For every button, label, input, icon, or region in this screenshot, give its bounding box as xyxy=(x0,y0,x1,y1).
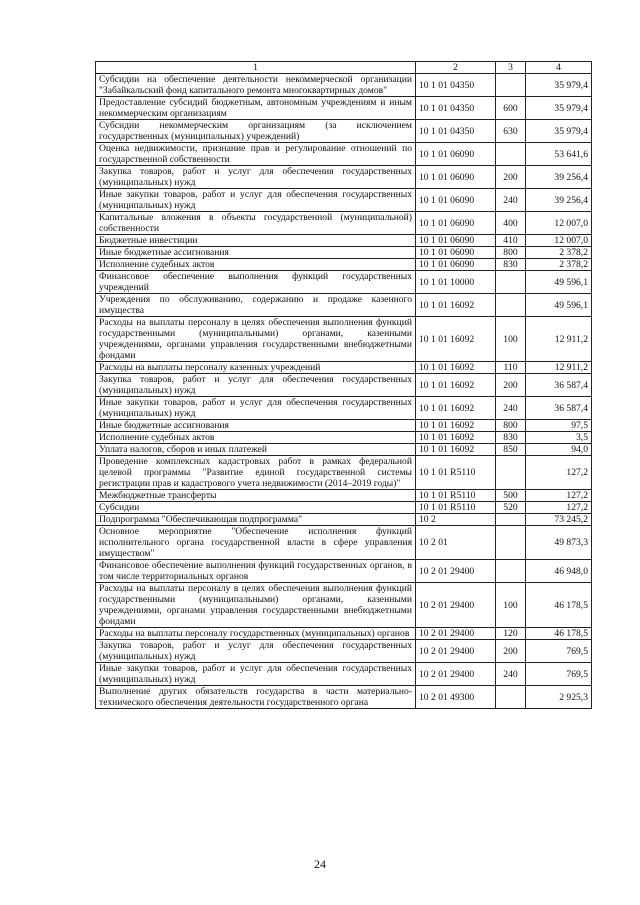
row-name-cell: Финансовое обеспечение выполнения функций государственных учреждений xyxy=(96,271,416,294)
row-name-cell: Бюджетные инвестиции xyxy=(96,235,416,247)
row-code-cell: 10 1 01 04350 xyxy=(416,74,496,97)
row-sum-cell: 769,5 xyxy=(526,663,592,686)
row-sum-cell: 127,2 xyxy=(526,490,592,502)
row-type-cell: 800 xyxy=(496,420,526,432)
table-row xyxy=(96,374,592,397)
table-row xyxy=(96,362,592,374)
row-name-cell: Субсидии некоммерческим организациям (за исключением государственных (муниципальных) учреждений) xyxy=(96,120,416,143)
column-header-4: 4 xyxy=(526,62,592,74)
row-code-cell: 10 1 01 16092 xyxy=(416,397,496,420)
row-sum-cell: 49 596,1 xyxy=(526,294,592,317)
table-row xyxy=(96,212,592,235)
row-code-cell: 10 1 01 16092 xyxy=(416,420,496,432)
row-sum-cell: 2 925,3 xyxy=(526,686,592,709)
row-type-cell: 240 xyxy=(496,663,526,686)
row-type-cell xyxy=(496,143,526,166)
table-row xyxy=(96,189,592,212)
row-sum-cell: 49 873,3 xyxy=(526,526,592,560)
row-sum-cell: 53 641,6 xyxy=(526,143,592,166)
row-type-cell: 100 xyxy=(496,583,526,628)
row-type-cell: 410 xyxy=(496,235,526,247)
row-type-cell: 630 xyxy=(496,120,526,143)
budget-table xyxy=(95,61,592,709)
row-sum-cell: 127,2 xyxy=(526,502,592,514)
row-type-cell: 240 xyxy=(496,189,526,212)
table-row xyxy=(96,560,592,583)
column-header-1: 1 xyxy=(96,62,416,74)
row-sum-cell: 2 378,2 xyxy=(526,247,592,259)
row-type-cell xyxy=(496,294,526,317)
row-name-cell: Финансовое обеспечение выполнения функций государственных органов, в том числе территориальных органов xyxy=(96,560,416,583)
row-sum-cell: 36 587,4 xyxy=(526,397,592,420)
row-sum-cell: 12 007,0 xyxy=(526,212,592,235)
row-type-cell: 200 xyxy=(496,374,526,397)
table-row xyxy=(96,317,592,362)
row-name-cell: Подпрограмма "Обеспечивающая подпрограмма" xyxy=(96,514,416,526)
row-name-cell: Субсидии xyxy=(96,502,416,514)
row-sum-cell: 94,0 xyxy=(526,444,592,456)
row-code-cell: 10 1 01 04350 xyxy=(416,120,496,143)
row-type-cell: 200 xyxy=(496,166,526,189)
row-type-cell: 800 xyxy=(496,247,526,259)
row-sum-cell: 73 245,2 xyxy=(526,514,592,526)
row-name-cell: Расходы на выплаты персоналу казенных учреждений xyxy=(96,362,416,374)
table-row xyxy=(96,294,592,317)
row-sum-cell: 46 948,0 xyxy=(526,560,592,583)
row-type-cell: 240 xyxy=(496,397,526,420)
table-row xyxy=(96,502,592,514)
table-row xyxy=(96,628,592,640)
row-type-cell xyxy=(496,514,526,526)
row-code-cell: 10 2 01 29400 xyxy=(416,663,496,686)
table-row xyxy=(96,432,592,444)
row-type-cell: 830 xyxy=(496,432,526,444)
row-name-cell: Иные закупки товаров, работ и услуг для обеспечения государственных (муниципальных) нужд xyxy=(96,663,416,686)
column-header-3: 3 xyxy=(496,62,526,74)
table-body xyxy=(96,74,592,709)
table-row xyxy=(96,420,592,432)
row-name-cell: Закупка товаров, работ и услуг для обеспечения государственных (муниципальных) нужд xyxy=(96,374,416,397)
row-code-cell: 10 2 01 29400 xyxy=(416,583,496,628)
row-code-cell: 10 1 01 R5110 xyxy=(416,456,496,490)
row-sum-cell: 35 979,4 xyxy=(526,120,592,143)
row-sum-cell: 2 378,2 xyxy=(526,259,592,271)
row-code-cell: 10 2 01 29400 xyxy=(416,628,496,640)
row-name-cell: Капитальные вложения в объекты государственной (муниципальной) собственности xyxy=(96,212,416,235)
row-code-cell: 10 2 01 xyxy=(416,526,496,560)
row-code-cell: 10 1 01 R5110 xyxy=(416,502,496,514)
row-type-cell xyxy=(496,560,526,583)
table-row xyxy=(96,120,592,143)
row-code-cell: 10 1 01 06090 xyxy=(416,235,496,247)
table-row xyxy=(96,97,592,120)
row-name-cell: Выполнение других обязательств государства в части материально-технического обеспечения деятельности государственного органа xyxy=(96,686,416,709)
row-code-cell: 10 2 01 29400 xyxy=(416,560,496,583)
row-code-cell: 10 1 01 R5110 xyxy=(416,490,496,502)
row-sum-cell: 97,5 xyxy=(526,420,592,432)
table-row xyxy=(96,526,592,560)
table-row xyxy=(96,583,592,628)
row-sum-cell: 35 979,4 xyxy=(526,97,592,120)
row-type-cell xyxy=(496,74,526,97)
table-row xyxy=(96,271,592,294)
row-code-cell: 10 1 01 16092 xyxy=(416,374,496,397)
row-name-cell: Проведение комплексных кадастровых работ в рамках федеральной целевой программы "Развитие единой государственной системы регистрации прав и кадастрового учета недвижимости (2014–2019 годы)" xyxy=(96,456,416,490)
row-name-cell: Закупка товаров, работ и услуг для обеспечения государственных (муниципальных) нужд xyxy=(96,166,416,189)
row-name-cell: Иные закупки товаров, работ и услуг для обеспечения государственных (муниципальных) нужд xyxy=(96,189,416,212)
row-type-cell xyxy=(496,526,526,560)
table-header xyxy=(96,62,592,74)
row-type-cell: 600 xyxy=(496,97,526,120)
table-row xyxy=(96,74,592,97)
row-type-cell xyxy=(496,456,526,490)
row-sum-cell: 49 596,1 xyxy=(526,271,592,294)
row-sum-cell: 36 587,4 xyxy=(526,374,592,397)
row-name-cell: Субсидии на обеспечение деятельности некоммерческой организации "Забайкальский фонд капитального ремонта многоквартирных домов" xyxy=(96,74,416,97)
row-name-cell: Уплата налогов, сборов и иных платежей xyxy=(96,444,416,456)
table-row xyxy=(96,514,592,526)
row-code-cell: 10 2 01 49300 xyxy=(416,686,496,709)
row-name-cell: Исполнение судебных актов xyxy=(96,432,416,444)
row-sum-cell: 12 007,0 xyxy=(526,235,592,247)
row-name-cell: Исполнение судебных актов xyxy=(96,259,416,271)
row-name-cell: Межбюджетные трансферты xyxy=(96,490,416,502)
row-sum-cell: 46 178,5 xyxy=(526,628,592,640)
table-row xyxy=(96,490,592,502)
row-type-cell: 850 xyxy=(496,444,526,456)
row-name-cell: Расходы на выплаты персоналу государственных (муниципальных) органов xyxy=(96,628,416,640)
table-row xyxy=(96,259,592,271)
row-code-cell: 10 1 01 16092 xyxy=(416,444,496,456)
column-header-2: 2 xyxy=(416,62,496,74)
row-code-cell: 10 1 01 06090 xyxy=(416,143,496,166)
row-name-cell: Расходы на выплаты персоналу в целях обеспечения выполнения функций государственными (муниципальными) органами, казенными учреждениями, органами управления государственными внебюджетными фондами xyxy=(96,317,416,362)
row-code-cell: 10 1 01 06090 xyxy=(416,247,496,259)
row-type-cell xyxy=(496,686,526,709)
row-type-cell: 830 xyxy=(496,259,526,271)
row-type-cell: 520 xyxy=(496,502,526,514)
row-code-cell: 10 1 01 06090 xyxy=(416,212,496,235)
table-row xyxy=(96,686,592,709)
row-name-cell: Предоставление субсидий бюджетным, автономным учреждениям и иным некоммерческим организациям xyxy=(96,97,416,120)
row-name-cell: Иные бюджетные ассигнования xyxy=(96,420,416,432)
row-type-cell xyxy=(496,271,526,294)
row-code-cell: 10 1 01 06090 xyxy=(416,166,496,189)
row-name-cell: Закупка товаров, работ и услуг для обеспечения государственных (муниципальных) нужд xyxy=(96,640,416,663)
row-code-cell: 10 1 01 06090 xyxy=(416,259,496,271)
row-name-cell: Основное мероприятие "Обеспечение исполнения функций исполнительного органа государственной власти в сфере управления имуществом" xyxy=(96,526,416,560)
table-row xyxy=(96,235,592,247)
row-type-cell: 120 xyxy=(496,628,526,640)
table-row xyxy=(96,444,592,456)
row-type-cell: 100 xyxy=(496,317,526,362)
row-sum-cell: 3,5 xyxy=(526,432,592,444)
row-code-cell: 10 1 01 04350 xyxy=(416,97,496,120)
row-type-cell: 500 xyxy=(496,490,526,502)
page-number: 24 xyxy=(314,857,326,871)
row-sum-cell: 39 256,4 xyxy=(526,189,592,212)
table-row xyxy=(96,397,592,420)
table-row xyxy=(96,166,592,189)
table-row xyxy=(96,456,592,490)
header-row xyxy=(96,62,592,74)
row-sum-cell: 12 911,2 xyxy=(526,362,592,374)
row-code-cell: 10 1 01 10000 xyxy=(416,271,496,294)
table-row xyxy=(96,247,592,259)
row-sum-cell: 127,2 xyxy=(526,456,592,490)
table-row xyxy=(96,143,592,166)
row-name-cell: Учреждения по обслуживанию, содержанию и продаже казенного имущества xyxy=(96,294,416,317)
row-sum-cell: 35 979,4 xyxy=(526,74,592,97)
row-type-cell: 110 xyxy=(496,362,526,374)
row-code-cell: 10 2 xyxy=(416,514,496,526)
row-sum-cell: 12 911,2 xyxy=(526,317,592,362)
row-name-cell: Расходы на выплаты персоналу в целях обеспечения выполнения функций государственными (муниципальными) органами, казенными учреждениями, органами управления государственными внебюджетными фондами xyxy=(96,583,416,628)
row-name-cell: Иные закупки товаров, работ и услуг для обеспечения государственных (муниципальных) нужд xyxy=(96,397,416,420)
row-code-cell: 10 1 01 16092 xyxy=(416,294,496,317)
row-type-cell: 200 xyxy=(496,640,526,663)
row-sum-cell: 769,5 xyxy=(526,640,592,663)
row-code-cell: 10 1 01 16092 xyxy=(416,432,496,444)
row-sum-cell: 39 256,4 xyxy=(526,166,592,189)
row-name-cell: Иные бюджетные ассигнования xyxy=(96,247,416,259)
row-code-cell: 10 1 01 06090 xyxy=(416,189,496,212)
row-name-cell: Оценка недвижимости, признание прав и регулирование отношений по государственной собственности xyxy=(96,143,416,166)
row-sum-cell: 46 178,5 xyxy=(526,583,592,628)
table-row xyxy=(96,640,592,663)
table-row xyxy=(96,663,592,686)
row-code-cell: 10 1 01 16092 xyxy=(416,362,496,374)
row-code-cell: 10 2 01 29400 xyxy=(416,640,496,663)
row-code-cell: 10 1 01 16092 xyxy=(416,317,496,362)
row-type-cell: 400 xyxy=(496,212,526,235)
